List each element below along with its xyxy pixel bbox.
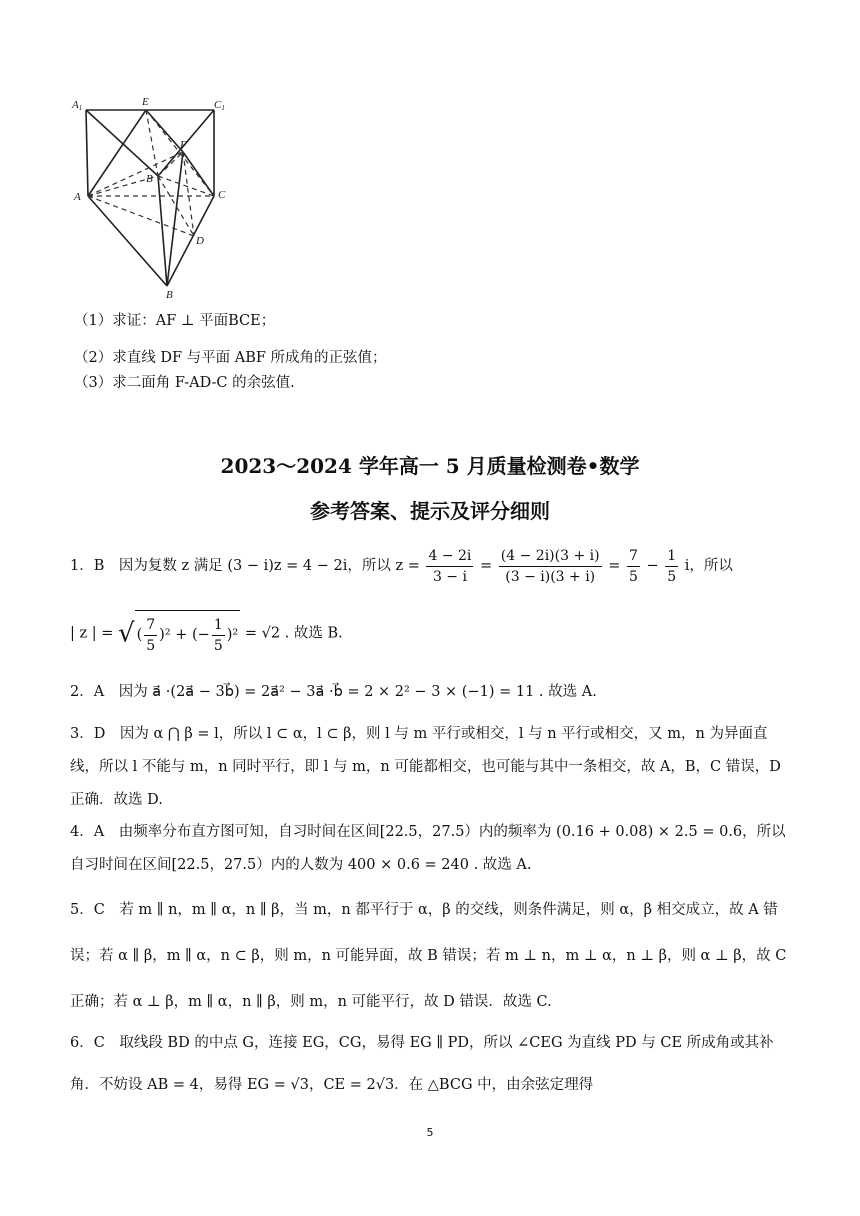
answer-5: 5．C 若 m ∥ n，m ∥ α，n ∥ β，当 m，n 都平行于 α，β 的交线，则条件满足，则 α，β 相交成立，故 A 错误；若 α ∥ β，m ∥ α，n ⊂ β，则 m，n 可能异面，故 B 错误；若 m ⊥ n，m ⊥ α，n ⊥ β，则 α ⊥ β，故 C 正确；若 α ⊥ β，m ∥ α，n ∥ β，则 m，n 可能平行，故 D 错误．故选 C. [70,902,787,1010]
geometry-figure [66,94,246,300]
label-B: B [166,289,173,300]
label-A: A [74,191,81,203]
question-1: （1）求证：AF ⊥ 平面BCE； [74,313,276,329]
page-number: 5 [426,1126,434,1139]
label-F: F [180,139,187,151]
label-D: D [196,235,204,247]
label-C1: C1 [214,99,225,112]
label-A1: A1 [72,99,83,112]
answer-1-line-2: | z | = √ ( $\frac{7}{5}$ )² + (− $\frac{1}{5}$ )² = √2 . 故选 B. [70,610,794,657]
question-3: （3）求二面角 F-AD-C 的余弦值. [74,375,295,391]
answer-title: 2023～2024 学年高一 5 月质量检测卷•数学 [220,454,640,478]
answer-2: 2．A 因为 a⃗ ·(2a⃗ − 3b⃗) = 2a⃗² − 3a⃗ ·b⃗ = 2 × 2² − 3 × (−1) = 11 . 故选 A. [70,684,597,700]
label-E: E [142,96,149,108]
answer-3: 3．D 因为 α ⋂ β = l，所以 l ⊂ α，l ⊂ β，则 l 与 m 平行或相交，l 与 n 平行或相交，又 m，n 为异面直线，所以 l 不能与 m，n 同时平行，即 l 与 m，n 可能都相交，也可能与其中一条相交，故 A，B，C 错误，D 正确．故选 D. [70,726,781,808]
answer-6: 6．C 取线段 BD 的中点 G，连接 EG，CG，易得 EG ∥ PD，所以 ∠CEG 为直线 PD 与 CE 所成角或其补角．不妨设 AB = 4，易得 EG = √3，CE = 2√3．在 △BCG 中，由余弦定理得 [70,1035,774,1093]
question-2: （2）求直线 DF 与平面 ABF 所成角的正弦值； [74,350,387,366]
answer-4: 4．A 由频率分布直方图可知，自习时间在区间[22.5，27.5）内的频率为 (0.16 + 0.08) × 2.5 = 0.6，所以自习时间在区间[22.5，27.5）内的人数为 400 × 0.6 = 240 . 故选 A. [70,824,786,873]
answer-1-line-1: 1．B 因为复数 z 满足 (3 − i)z = 4 − 2i，所以 z = $\frac{4 - 2i}{3 - i}$ = $\frac{(4 - 2i)(3 + i)}{(3 - i)(3 + i)}$ = $\frac{7}{5}$ − $\frac{1}{5}$ i，所以 [70,547,733,585]
label-B1: B [146,173,153,185]
label-C: C [218,189,226,201]
answer-subtitle: 参考答案、提示及评分细则 [310,499,550,523]
